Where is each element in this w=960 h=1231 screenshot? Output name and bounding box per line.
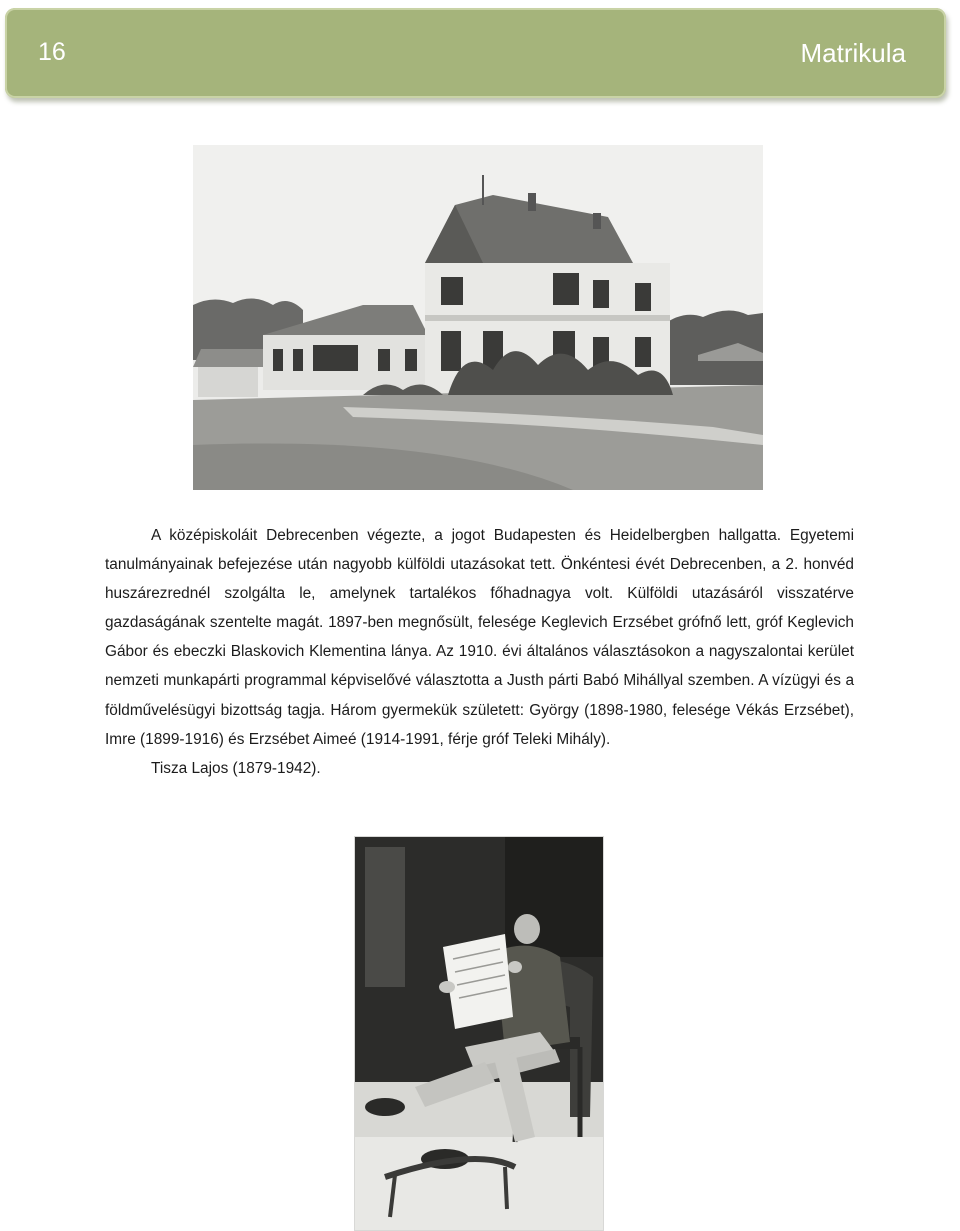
page-number: 16 (38, 38, 66, 66)
page-header (5, 8, 946, 98)
portrait-photo (355, 837, 603, 1230)
caption-paragraph: Tisza Lajos (1879-1942). (151, 759, 321, 777)
publication-title: Matrikula (800, 38, 906, 68)
body-text (105, 521, 854, 783)
manor-house-photo (193, 145, 763, 490)
biography-paragraph: A középiskoláit Debrecenben végezte, a jogot Budapesten és Heidelbergben hallgatta. Egyetemi tanulmányainak befejezése után nagyobb külföldi utazásokat tett. Önkéntesi évét Debrecenben, a 2. honvéd huszárezrednél szolgálta le, amelynek tartalékos főhadnagya volt. Külföldi utazásáról visszatérve gazdaságának szentelte magát. 1897-ben megnősült, felesége Keglevich Erzsébet grófnő lett, gróf Keglevich Gábor és ebeczki Blaskovich Klementina lánya. Az 1910. évi általános választásokon a nagyszalontai kerület nemzeti munkapárti programmal képviselővé választotta a Justh párti Babó Mihállyal szemben. A vízügyi és a földművelésügyi bizottság tagja. Három gyermekük született: György (1898-1980, felesége Vékás Erzsébet), Imre (1899-1916) és Erzsébet Aimeé (1914-1991, férje gróf Teleki Mihály). (105, 527, 854, 748)
